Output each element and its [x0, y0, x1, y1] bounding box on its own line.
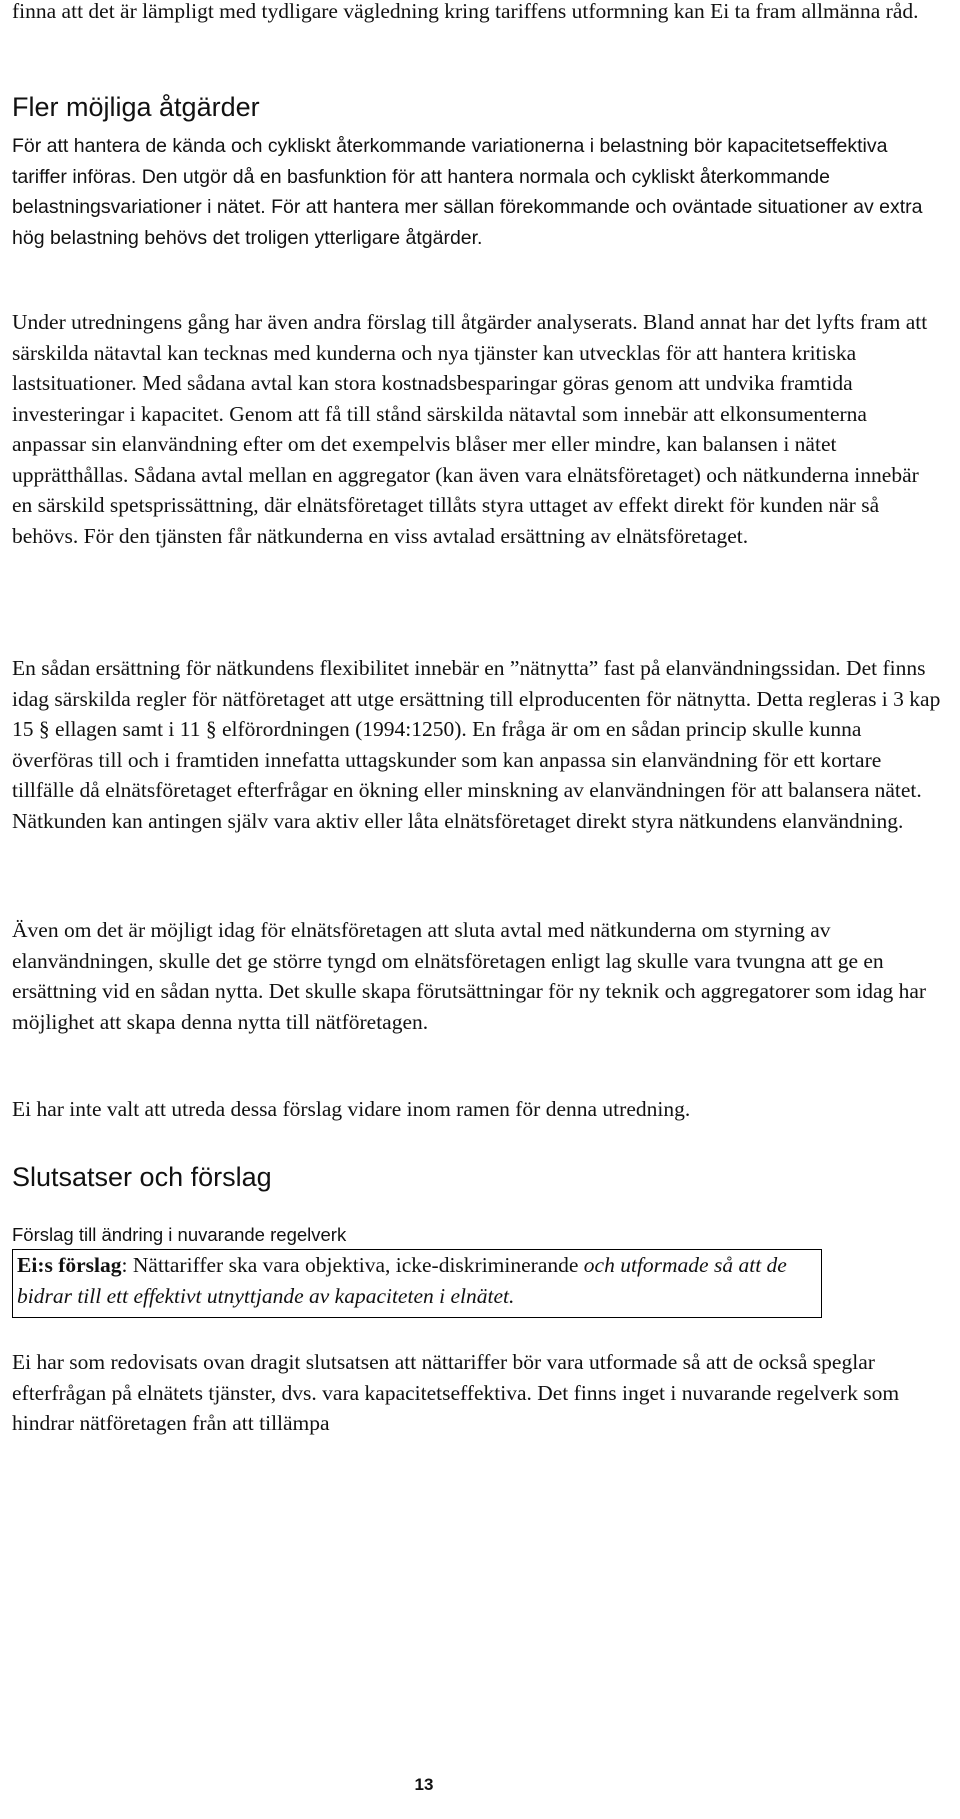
page-number: 13	[414, 1775, 434, 1794]
paragraph-other-proposals: Under utredningens gång har även andra förslag till åtgärder analyserats. Bland annat har det lyfts fram att särskilda nätavtal kan tecknas med kunderna och nya tjänster kan utvecklas för att hantera kritiska lastsituationer. Med sådana avtal kan stora kostnadsbesparingar göras genom att undvika framtida investeringar i kapacitet. Genom att få till stånd särskilda nätavtal som innebär att elkonsumenterna anpassar sin elanvändning efter om det exempelvis blåser mer eller mindre, kan balansen i nätet upprätthållas. Sådana avtal mellan en aggregator (kan även vara elnätsföretaget) och nätkunderna innebär en särskild spetsprissättning, där elnätsföretaget tillåts styra uttaget av effekt direkt för kunden när så behövs. För den tjänsten får nätkunderna en viss avtalad ersättning av elnätsföretaget.	[12, 310, 928, 548]
proposal-box	[12, 1249, 822, 1318]
section-heading-conclusions: Slutsatser och förslag	[12, 1162, 272, 1192]
paragraph-capacity-tariffs: För att hantera de kända och cykliskt återkommande variationerna i belastning bör kapacitetseffektiva tariffer införas. Den utgör då en basfunktion för att hantera normala och cykliskt återkommande belastningsvariationer i nätet. För att hantera mer sällan förekommande och oväntade situationer av extra hög belastning behövs det troligen ytterligare åtgärder.	[12, 135, 923, 249]
proposal-colon: :	[121, 1253, 133, 1277]
paragraph-flexibility-compensation: En sådan ersättning för nätkundens flexibilitet innebär en ”nätnytta” fast på elanvändningssidan. Det finns idag särskilda regler för nätföretaget att utge ersättning till elproducenten för nätnytta. Detta regleras i 3 kap 15 § ellagen samt i 11 § elförordningen (1994:1250). En fråga är om en sådan princip skulle kunna överföras till och i framtiden innefatta uttagskunder som kan anpassa sin elanvändning för ett kortare tillfälle då elnätsföretaget efterfrågar en ökning eller minskning av elanvändningen för att balansera nätet. Nätkunden kan antingen själv vara aktiv eller låta elnätsföretaget direkt styra nätkundens elanvändning.	[12, 656, 941, 833]
paragraph-contract-control: Även om det är möjligt idag för elnätsföretagen att sluta avtal med nätkunderna om styrning av elanvändningen, skulle det ge större tyngd om elnätsföretagen enligt lag skulle vara tvungna att ge en ersättning vid en sådan nytta. Det skulle skapa förutsättningar för ny teknik och aggregatorer som idag har möjlighet att skapa denna nytta till nätföretagen.	[12, 918, 927, 1034]
intro-paragraph: finna att det är lämpligt med tydligare vägledning kring tariffens utformning kan Ei ta fram allmänna råd.	[12, 0, 919, 23]
subheading-rule-change: Förslag till ändring i nuvarande regelverk	[12, 1224, 347, 1245]
proposal-text: Nättariffer ska vara objektiva, icke-diskriminerande	[132, 1253, 584, 1277]
section-heading-more-measures: Fler möjliga åtgärder	[12, 92, 260, 122]
paragraph-not-investigated: Ei har inte valt att utreda dessa förslag vidare inom ramen för denna utredning.	[12, 1097, 691, 1121]
proposal-label: Ei:s förslag	[17, 1253, 122, 1277]
paragraph-conclusion: Ei har som redovisats ovan dragit slutsatsen att nättariffer bör vara utformade så att de också speglar efterfrågan på elnätets tjänster, dvs. vara kapacitetseffektiva. Det finns inget i nuvarande regelverk som hindrar nätföretagen från att tillämpa	[12, 1350, 900, 1435]
proposal-italic-text: och utformade så att de bidrar till ett effektivt utnyttjande av kapaciteten i elnätet.	[17, 1253, 787, 1308]
